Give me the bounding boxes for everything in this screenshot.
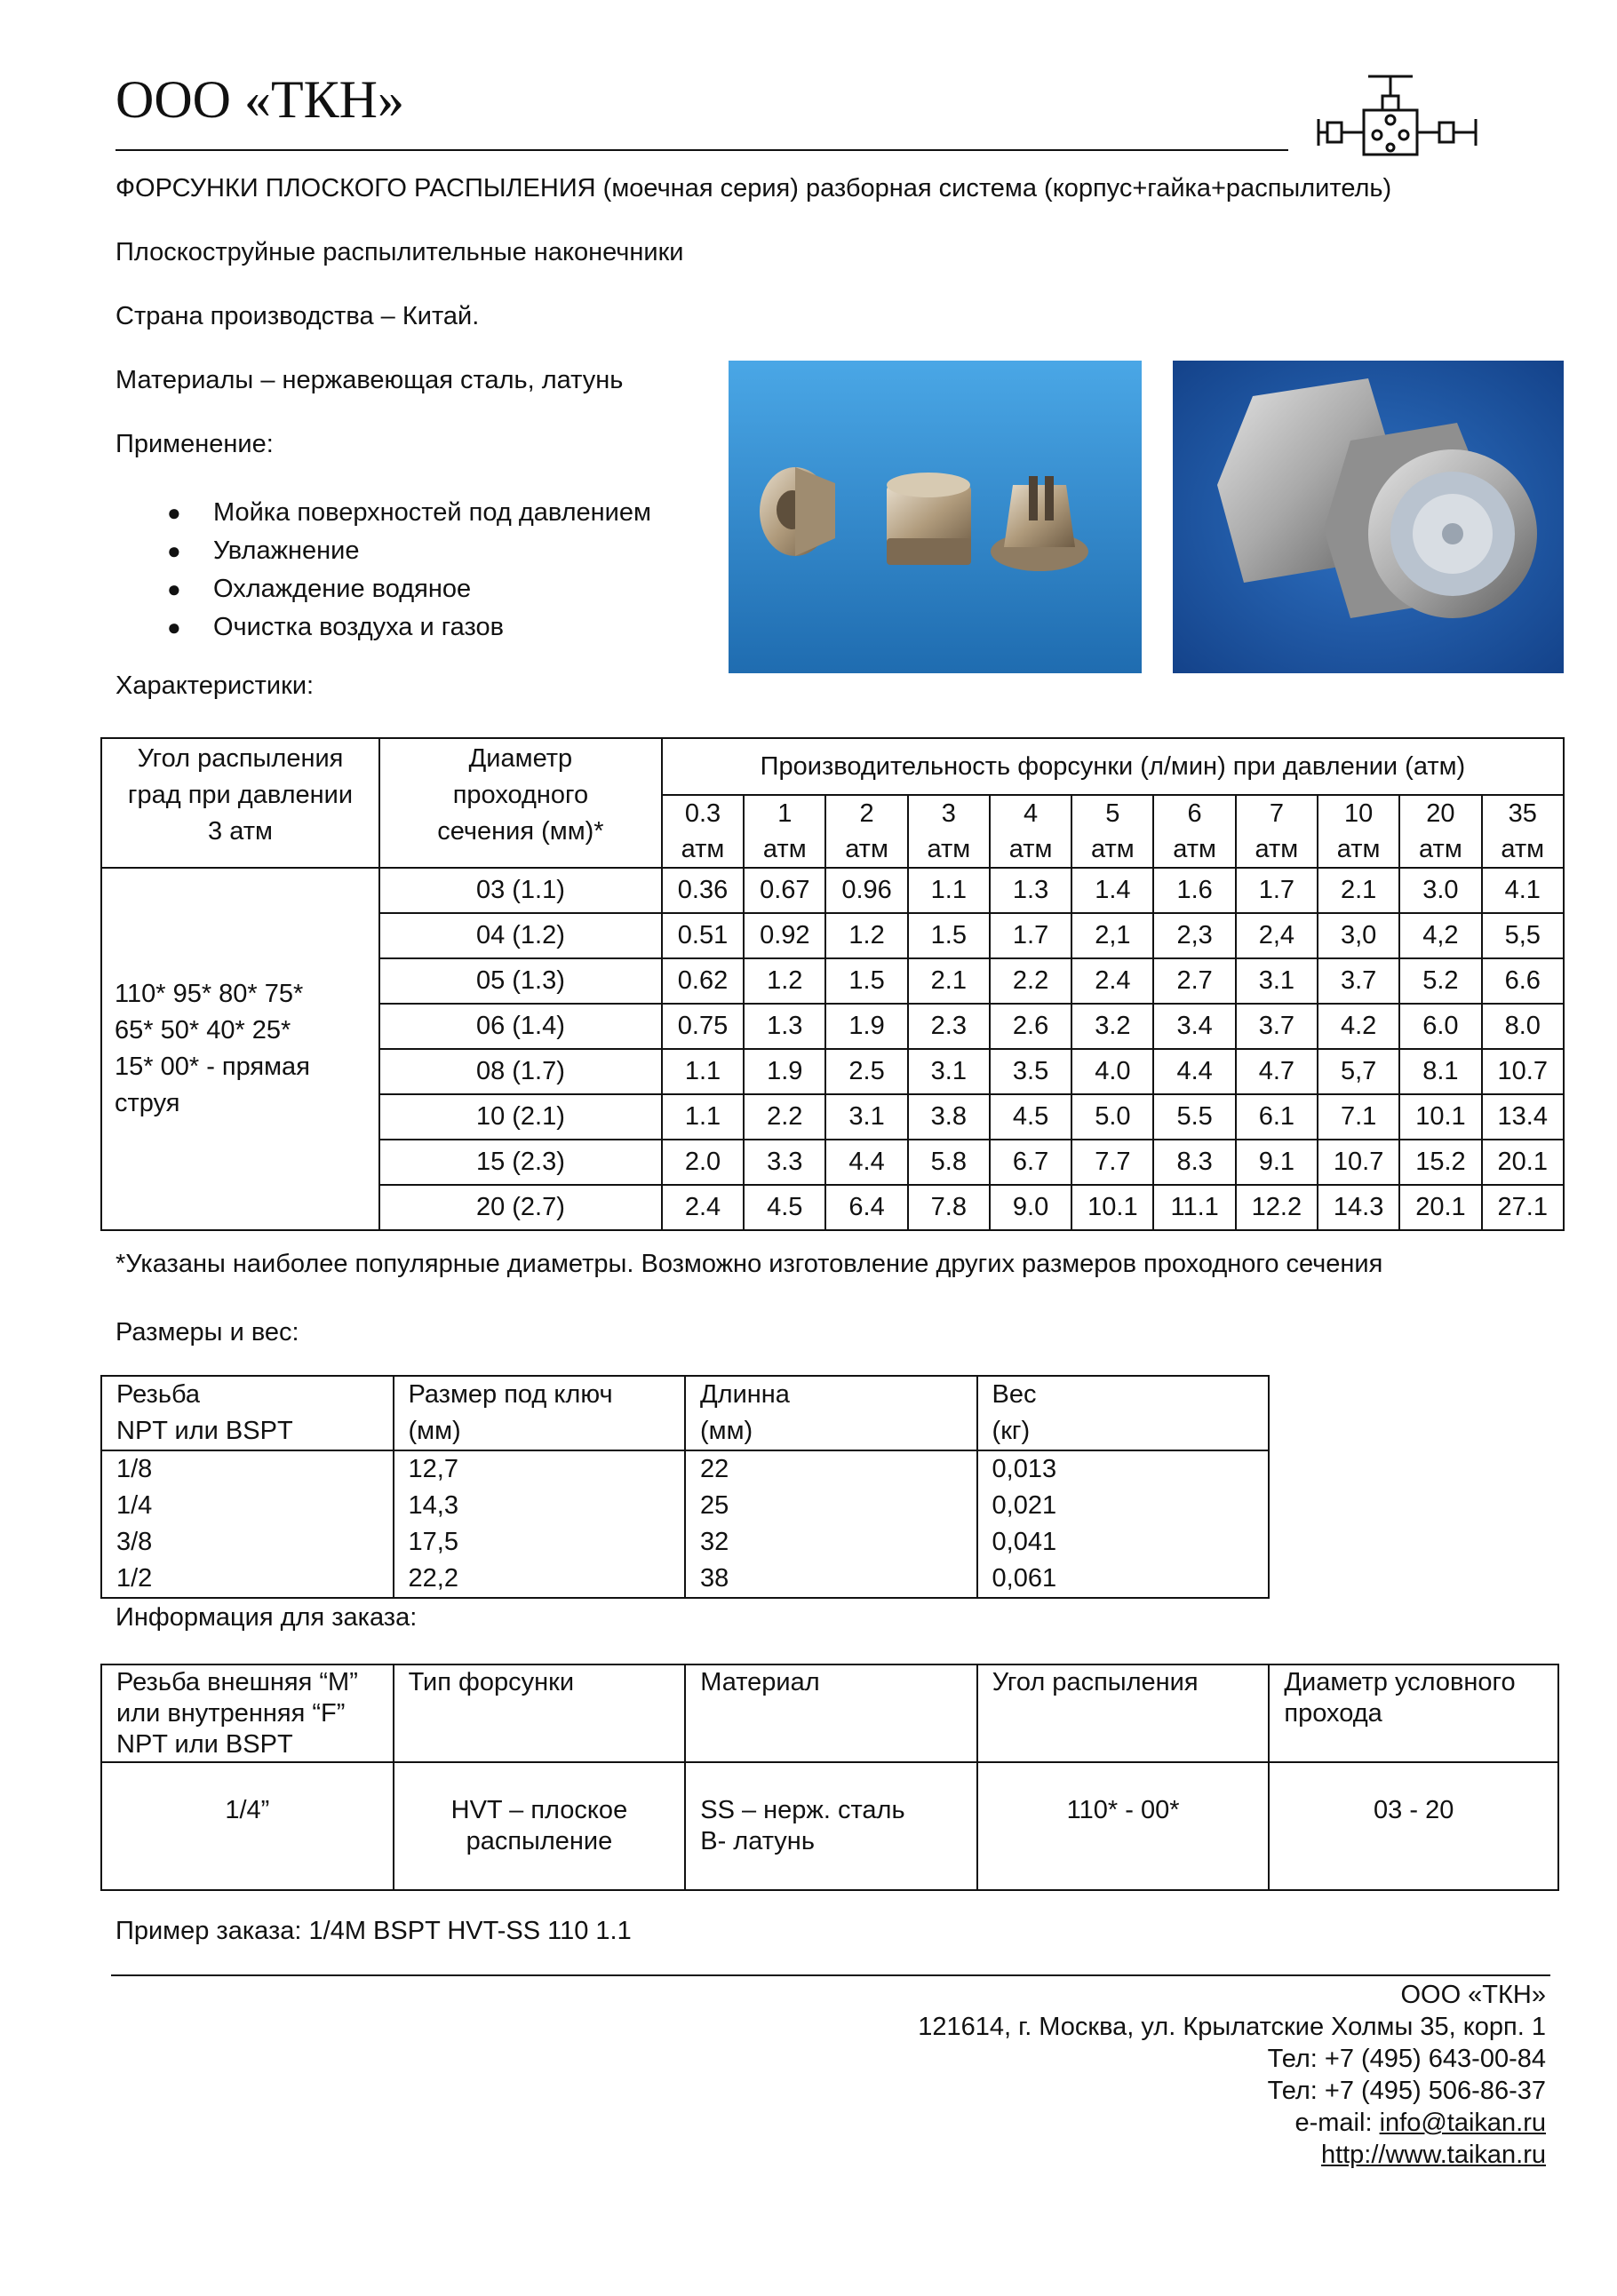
flow-rate-cell: 6.4 <box>825 1185 907 1230</box>
bullet-icon: ● <box>167 537 181 564</box>
flow-rate-cell: 3.1 <box>908 1049 990 1094</box>
flow-rate-cell: 10.7 <box>1482 1049 1564 1094</box>
bullet-icon: ● <box>167 614 181 640</box>
flow-rate-cell: 3.1 <box>825 1094 907 1140</box>
product-title: ФОРСУНКИ ПЛОСКОГО РАСПЫЛЕНИЯ (моечная серия) разборная система (корпус+гайка+распылитель) <box>116 174 1392 203</box>
characteristics-label: Характеристики: <box>116 671 315 700</box>
flow-rate-cell: 10.1 <box>1071 1185 1153 1230</box>
dimension-cell: 22,2 <box>394 1561 686 1598</box>
flow-rate-cell: 4.4 <box>825 1140 907 1185</box>
flow-rate-cell: 1.1 <box>908 868 990 913</box>
nominal-diameter-header: Диаметр условного прохода <box>1269 1664 1558 1762</box>
flow-rate-cell: 4,2 <box>1399 913 1481 958</box>
flow-rate-cell: 1.9 <box>744 1049 825 1094</box>
flow-rate-cell: 5.0 <box>1071 1094 1153 1140</box>
thread-header: Резьба NPT или BSPT <box>101 1376 394 1450</box>
flow-rate-cell: 1.7 <box>990 913 1071 958</box>
dimension-cell: 0,021 <box>977 1488 1269 1524</box>
diameter-cell: 08 (1.7) <box>379 1049 662 1094</box>
flow-rate-cell: 2.4 <box>1071 958 1153 1004</box>
table-row <box>101 1488 1269 1524</box>
flow-rate-cell: 6.1 <box>1236 1094 1318 1140</box>
flow-rate-cell: 3.2 <box>1071 1004 1153 1049</box>
flow-rate-cell: 7.8 <box>908 1185 990 1230</box>
flow-rate-cell: 4.2 <box>1318 1004 1399 1049</box>
spray-angle-header: Угол распыления <box>977 1664 1270 1762</box>
flow-rate-cell: 7.7 <box>1071 1140 1153 1185</box>
flow-rate-cell: 0.67 <box>744 868 825 913</box>
flow-rate-cell: 8.1 <box>1399 1049 1481 1094</box>
flow-rate-cell: 0.75 <box>662 1004 744 1049</box>
application-label: Применение: <box>116 430 274 458</box>
flow-rate-cell: 1.1 <box>662 1049 744 1094</box>
diameter-cell: 06 (1.4) <box>379 1004 662 1049</box>
spray-angles-cell: 110* 95* 80* 75* 65* 50* 40* 25* 15* 00* - прямая струя <box>101 868 379 1230</box>
flow-rate-cell: 12.2 <box>1236 1185 1318 1230</box>
order-info-label: Информация для заказа: <box>116 1603 418 1632</box>
diameter-footnote: *Указаны наиболее популярные диаметры. Возможно изготовление других размеров проходного сечения <box>116 1250 1383 1278</box>
flow-rate-cell: 2.6 <box>990 1004 1071 1049</box>
flow-rate-cell: 27.1 <box>1482 1185 1564 1230</box>
flow-rate-cell: 0.62 <box>662 958 744 1004</box>
flow-rate-cell: 0.96 <box>825 868 907 913</box>
nozzle-parts-photo <box>729 361 1142 673</box>
flow-rate-cell: 3.1 <box>1236 958 1318 1004</box>
dimension-cell: 32 <box>685 1524 977 1561</box>
pressure-header-cell: 3 атм <box>908 795 990 868</box>
diameter-cell: 03 (1.1) <box>379 868 662 913</box>
footer-contacts <box>918 1979 1546 2171</box>
thread-value: 1/4” <box>101 1762 394 1890</box>
characteristics-table <box>100 737 1565 1231</box>
dimension-cell: 17,5 <box>394 1524 686 1561</box>
length-header: Длинна (мм) <box>685 1376 977 1450</box>
flow-rate-cell: 7.1 <box>1318 1094 1399 1140</box>
dimension-cell: 25 <box>685 1488 977 1524</box>
flow-rate-cell: 6.6 <box>1482 958 1564 1004</box>
diameter-cell: 05 (1.3) <box>379 958 662 1004</box>
pressure-header-cell: 35 атм <box>1482 795 1564 868</box>
pressure-header-cell: 5 атм <box>1071 795 1153 868</box>
footer-company: ООО «ТКН» <box>1400 1981 1546 2009</box>
flow-rate-cell: 10.1 <box>1399 1094 1481 1140</box>
footer-phone-2: Тел: +7 (495) 506-86-37 <box>1267 2077 1546 2105</box>
flow-rate-cell: 2.4 <box>662 1185 744 1230</box>
dimension-cell: 14,3 <box>394 1488 686 1524</box>
flow-rate-cell: 1.9 <box>825 1004 907 1049</box>
list-item: ● Охлаждение водяное <box>116 570 651 608</box>
flow-rate-cell: 3.8 <box>908 1094 990 1140</box>
flow-rate-cell: 20.1 <box>1399 1185 1481 1230</box>
dimension-cell: 0,041 <box>977 1524 1269 1561</box>
flow-rate-cell: 3.4 <box>1153 1004 1235 1049</box>
flow-rate-cell: 20.1 <box>1482 1140 1564 1185</box>
pressure-header-cell: 7 атм <box>1236 795 1318 868</box>
weight-header: Вес (кг) <box>977 1376 1269 1450</box>
dimension-cell: 0,061 <box>977 1561 1269 1598</box>
diameter-cell: 10 (2.1) <box>379 1094 662 1140</box>
flow-rate-cell: 1.5 <box>825 958 907 1004</box>
thread-type-header: Резьба внешняя “M” или внутренняя “F” NPT или BSPT <box>101 1664 394 1762</box>
flow-rate-cell: 8.0 <box>1482 1004 1564 1049</box>
angle-header: Угол распыления град при давлении 3 атм <box>101 738 379 868</box>
flow-rate-cell: 5.8 <box>908 1140 990 1185</box>
flow-rate-cell: 1.5 <box>908 913 990 958</box>
flow-rate-cell: 4.5 <box>990 1094 1071 1140</box>
flow-rate-cell: 1.4 <box>1071 868 1153 913</box>
table-row <box>101 1524 1269 1561</box>
table-row <box>101 1450 1269 1488</box>
header-divider <box>116 149 1288 151</box>
pressure-header-cell: 20 атм <box>1399 795 1481 868</box>
flow-rate-cell: 15.2 <box>1399 1140 1481 1185</box>
flow-rate-cell: 2.0 <box>662 1140 744 1185</box>
flow-rate-cell: 1.2 <box>825 913 907 958</box>
flow-rate-cell: 5.5 <box>1153 1094 1235 1140</box>
dimension-cell: 1/8 <box>101 1450 394 1488</box>
flow-rate-cell: 2,1 <box>1071 913 1153 958</box>
dimension-cell: 1/2 <box>101 1561 394 1598</box>
website-link[interactable]: http://www.taikan.ru <box>1320 2141 1546 2169</box>
pressure-header-cell: 0.3 атм <box>662 795 744 868</box>
dimension-cell: 1/4 <box>101 1488 394 1524</box>
flow-rate-cell: 3.7 <box>1318 958 1399 1004</box>
pressure-header-cell: 4 атм <box>990 795 1071 868</box>
flow-rate-cell: 2,3 <box>1153 913 1235 958</box>
flow-rate-cell: 14.3 <box>1318 1185 1399 1230</box>
flow-rate-cell: 4.7 <box>1236 1049 1318 1094</box>
list-item: ● Увлажнение <box>116 532 651 570</box>
flow-rate-cell: 2.1 <box>1318 868 1399 913</box>
dimension-cell: 22 <box>685 1450 977 1488</box>
flow-rate-cell: 1.3 <box>990 868 1071 913</box>
table-row <box>101 1561 1269 1598</box>
order-info-table <box>100 1664 1559 1891</box>
flow-rate-cell: 2.7 <box>1153 958 1235 1004</box>
country-of-origin: Страна производства – Китай. <box>116 302 480 330</box>
dimension-cell: 3/8 <box>101 1524 394 1561</box>
flow-rate-cell: 3,0 <box>1318 913 1399 958</box>
flow-rate-cell: 2.5 <box>825 1049 907 1094</box>
nozzle-type-value: HVT – плоское распыление <box>394 1762 686 1890</box>
diameter-cell: 04 (1.2) <box>379 913 662 958</box>
materials: Материалы – нержавеющая сталь, латунь <box>116 366 624 394</box>
flow-rate-cell: 0.51 <box>662 913 744 958</box>
flow-rate-cell: 2.2 <box>990 958 1071 1004</box>
flow-rate-cell: 4.0 <box>1071 1049 1153 1094</box>
list-item: ● Очистка воздуха и газов <box>116 608 651 647</box>
material-header: Материал <box>685 1664 977 1762</box>
footer-phone-1: Тел: +7 (495) 643-00-84 <box>1267 2045 1546 2073</box>
flow-rate-cell: 9.1 <box>1236 1140 1318 1185</box>
flow-rate-cell: 4.1 <box>1482 868 1564 913</box>
flow-rate-cell: 3.3 <box>744 1140 825 1185</box>
manifold-valve-logo-icon <box>1315 71 1479 169</box>
email-label: e-mail: <box>1294 2109 1380 2137</box>
flow-rate-cell: 11.1 <box>1153 1185 1235 1230</box>
flow-rate-cell: 5,5 <box>1482 913 1564 958</box>
flow-rate-cell: 1.2 <box>744 958 825 1004</box>
flow-rate-cell: 2,4 <box>1236 913 1318 958</box>
flow-rate-cell: 1.1 <box>662 1094 744 1140</box>
flow-rate-cell: 2.3 <box>908 1004 990 1049</box>
list-item: ● Мойка поверхностей под давлением <box>116 494 651 532</box>
flow-rate-cell: 1.3 <box>744 1004 825 1049</box>
flow-rate-cell: 4.5 <box>744 1185 825 1230</box>
email-link[interactable]: info@taikan.ru <box>1379 2109 1546 2137</box>
pressure-header-cell: 6 атм <box>1153 795 1235 868</box>
flow-rate-cell: 3.5 <box>990 1049 1071 1094</box>
nozzle-type-header: Тип форсунки <box>394 1664 686 1762</box>
flow-rate-cell: 5.2 <box>1399 958 1481 1004</box>
table-row <box>101 868 1564 913</box>
product-subtitle: Плоскоструйные распылительные наконечники <box>116 238 684 266</box>
flow-rate-cell: 5,7 <box>1318 1049 1399 1094</box>
performance-header: Производительность форсунки (л/мин) при давлении (атм) <box>662 738 1564 795</box>
flow-rate-cell: 6.7 <box>990 1140 1071 1185</box>
flow-rate-cell: 2.1 <box>908 958 990 1004</box>
flow-rate-cell: 8.3 <box>1153 1140 1235 1185</box>
wrench-size-header: Размер под ключ (мм) <box>394 1376 686 1450</box>
dimension-cell: 38 <box>685 1561 977 1598</box>
flow-rate-cell: 3.7 <box>1236 1004 1318 1049</box>
dimensions-table <box>100 1375 1270 1599</box>
bullet-icon: ● <box>167 499 181 526</box>
flow-rate-cell: 1.6 <box>1153 868 1235 913</box>
flow-rate-cell: 3.0 <box>1399 868 1481 913</box>
flow-rate-cell: 13.4 <box>1482 1094 1564 1140</box>
dimension-cell: 12,7 <box>394 1450 686 1488</box>
flow-rate-cell: 0.92 <box>744 913 825 958</box>
diameter-header: Диаметр проходного сечения (мм)* <box>379 738 662 868</box>
pressure-header-cell: 1 атм <box>744 795 825 868</box>
dimensions-label: Размеры и вес: <box>116 1318 299 1347</box>
company-title: ООО «ТКН» <box>116 70 404 129</box>
applications-list <box>116 494 651 647</box>
pressure-header-cell: 2 атм <box>825 795 907 868</box>
flow-rate-cell: 0.36 <box>662 868 744 913</box>
flow-rate-cell: 10.7 <box>1318 1140 1399 1185</box>
pressure-header-cell: 10 атм <box>1318 795 1399 868</box>
assembled-nozzle-photo <box>1173 361 1564 673</box>
flow-rate-cell: 2.2 <box>744 1094 825 1140</box>
footer-address: 121614, г. Москва, ул. Крылатские Холмы 35, корп. 1 <box>918 2013 1546 2041</box>
footer-divider <box>111 1974 1550 1976</box>
bullet-icon: ● <box>167 576 181 602</box>
order-example: Пример заказа: 1/4M BSPT HVT-SS 110 1.1 <box>116 1917 632 1945</box>
flow-rate-cell: 9.0 <box>990 1185 1071 1230</box>
spray-angle-value: 110* - 00* <box>977 1762 1270 1890</box>
flow-rate-cell: 6.0 <box>1399 1004 1481 1049</box>
flow-rate-cell: 4.4 <box>1153 1049 1235 1094</box>
nominal-diameter-value: 03 - 20 <box>1269 1762 1558 1890</box>
diameter-cell: 15 (2.3) <box>379 1140 662 1185</box>
dimension-cell: 0,013 <box>977 1450 1269 1488</box>
diameter-cell: 20 (2.7) <box>379 1185 662 1230</box>
flow-rate-cell: 1.7 <box>1236 868 1318 913</box>
material-value: SS – нерж. сталь B- латунь <box>685 1762 977 1890</box>
